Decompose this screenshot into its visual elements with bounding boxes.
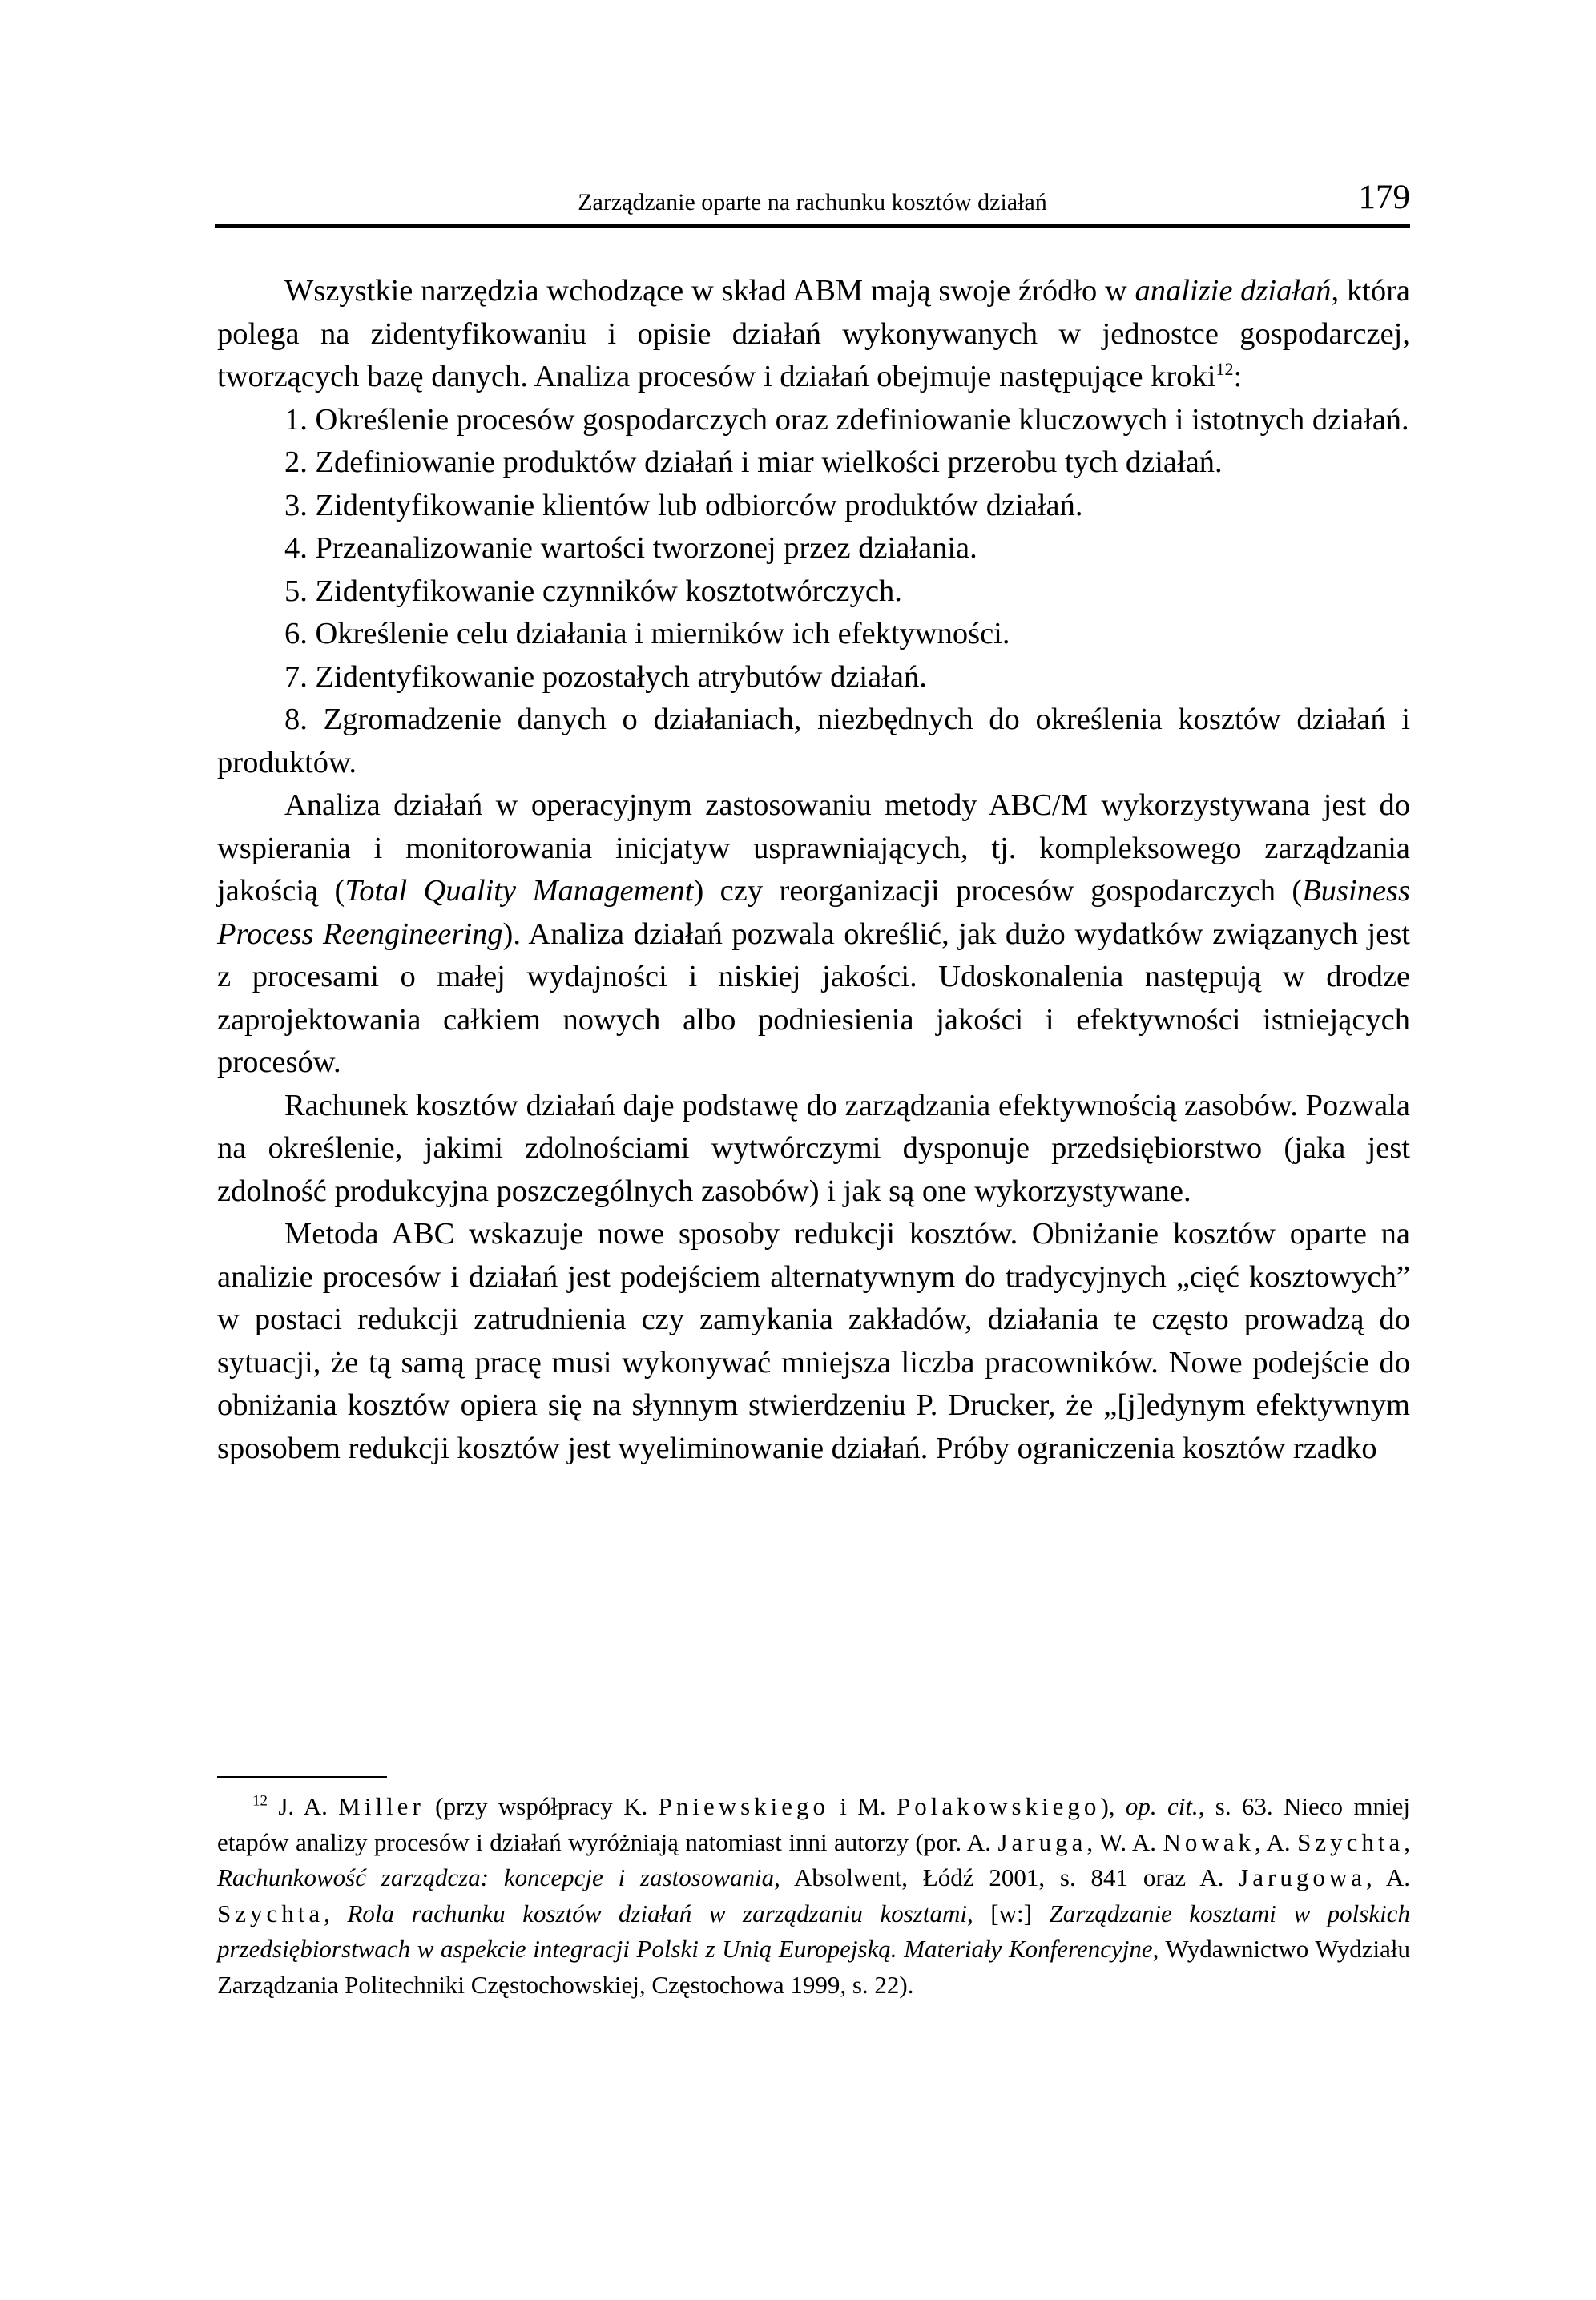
running-title: Zarządzanie oparte na rachunku kosztów działań (578, 189, 1047, 215)
list-item: 2. Zdefiniowanie produktów działań i miar wielkości przerobu tych działań. (284, 445, 1223, 479)
footnote-number: 12 (252, 1792, 268, 1810)
list-item: 5. Zidentyfikowanie czynników kosztotwórczych. (284, 574, 902, 608)
author-name: Pniewskiego (658, 1792, 830, 1820)
emphasis-text: Total Quality Management (345, 874, 694, 908)
list-item: 6. Określenie celu działania i mierników ich efektywności. (284, 617, 1010, 651)
list-item: 1. Określenie procesów gospodarczych oraz zdefiniowanie kluczowych i istotnych działań. (284, 402, 1409, 437)
list-item: 8. Zgromadzenie danych o działaniach, niezbędnych do określenia kosztów działań i produktów. (217, 703, 1410, 779)
text-run: , (1404, 1827, 1410, 1856)
author-name: Miller (338, 1792, 425, 1820)
footnote (217, 1789, 1410, 2003)
author-name: Szychta (217, 1899, 324, 1927)
text-run: ). Analiza działań pozwala określić, jak dużo wydatków związanych jest z procesami o małej wydajności i niskiej jakości. Udoskonalenia następują w drodze zaprojektowania całkiem nowych albo podniesienia jakości i efektywności istniejących procesów. (217, 916, 1410, 1079)
text-run: , która polega na zidentyfikowaniu i opisie działań wykonywanych w jednostce gospodarczej, tworzących bazę danych. Analiza procesów i działań obejmuje następujące kroki (217, 274, 1410, 393)
text-run: Wszystkie narzędzia wchodzące w skład ABM mają swoje źródło w (284, 274, 1135, 308)
text-run: ) czy reorganizacji procesów gospodarczych ( (693, 874, 1303, 908)
emphasis-text: op. cit. (1125, 1792, 1199, 1820)
footnote-reference: 12 (1215, 359, 1234, 380)
text-run: (przy współpracy K. (424, 1792, 659, 1820)
author-name: Nowak (1163, 1827, 1255, 1856)
text-run: , Absolwent, Łódź 2001, s. 841 oraz A. (774, 1863, 1239, 1891)
text-run: i M. (829, 1792, 897, 1820)
main-text (217, 270, 1410, 1470)
list-item: 3. Zidentyfikowanie klientów lub odbiorców produktów działań. (284, 488, 1083, 522)
text-run: , W. A. (1086, 1827, 1163, 1856)
author-name: Polakowskiego (897, 1792, 1101, 1820)
emphasis-text: Business Process Reengineering (217, 874, 1410, 951)
text-run: ), (1100, 1792, 1126, 1820)
paragraph-analysis (217, 784, 1410, 1085)
text-run: , Wydawnictwo Wydziału Zarządzania Politechniki Częstochowskiej, Częstochowa 1999, s. 22). (217, 1935, 1410, 1999)
paragraph-cost-reduction: Metoda ABC wskazuje nowe sposoby redukcji kosztów. Obniżanie kosztów oparte na analizie procesów i działań jest podejściem alternatywnym do tradycyjnych „cięć kosztowych” w postaci redukcji zatrudnienia czy zamykania zakładów, działania te często prowadzą do sytuacji, że tą samą pracę musi wykonywać mniejsza liczba pracowników. Nowe podejście do obniżania kosztów opiera się na słynnym stwierdzeniu P. Drucker, że „[j]edynym efektywnym sposobem redukcji kosztów jest wyeliminowanie działań. Próby ograniczenia kosztów rzadko (217, 1217, 1410, 1465)
text-run: : (1233, 360, 1243, 393)
text-run: , A. (1366, 1863, 1410, 1891)
text-run: J. A. (268, 1792, 339, 1820)
list-item: 7. Zidentyfikowanie pozostałych atrybutów działań. (284, 659, 927, 694)
page-number: 179 (1358, 179, 1410, 216)
text-run: , A. (1255, 1827, 1298, 1856)
article-title: Rola rachunku kosztów działań w zarządzaniu kosztami (347, 1899, 967, 1927)
page-header (215, 179, 1410, 228)
author-name: Szychta (1297, 1827, 1405, 1856)
text-run: , (324, 1899, 348, 1927)
author-name: Jaruga (998, 1827, 1087, 1856)
text-run: , [w:] (966, 1899, 1050, 1927)
list-item: 4. Przeanalizowanie wartości tworzonej przez działania. (284, 531, 977, 565)
author-name: Jarugowa (1239, 1863, 1367, 1891)
book-title: Zarządzanie kosztami w polskich przedsiębiorstwach w aspekcie integracji Polski z Unią Europejską. Materiały Konferencyjne (217, 1899, 1410, 1963)
paragraph-resources: Rachunek kosztów działań daje podstawę do zarządzania efektywnością zasobów. Pozwala na określenie, jakimi zdolnościami wytwórczymi dysponuje przedsiębiorstwo (jaka jest zdolność produkcyjna poszczególnych zasobów) i jak są one wykorzystywane. (217, 1088, 1410, 1208)
text-run: , s. 63. Nieco mniej etapów analizy procesów i działań wyróżniają natomiast inni autorzy (por. A. (217, 1792, 1410, 1856)
footnote-separator (217, 1776, 387, 1778)
text-run: Analiza działań w operacyjnym zastosowaniu metody ABC/M wykorzystywana jest do wspierania i monitorowania inicjatyw usprawniających, tj. kompleksowego zarządzania jakością ( (217, 788, 1410, 908)
emphasis-text: analizie działań (1135, 274, 1332, 308)
paragraph-intro (217, 270, 1410, 399)
book-title: Rachunkowość zarządcza: koncepcje i zastosowania (217, 1863, 775, 1891)
